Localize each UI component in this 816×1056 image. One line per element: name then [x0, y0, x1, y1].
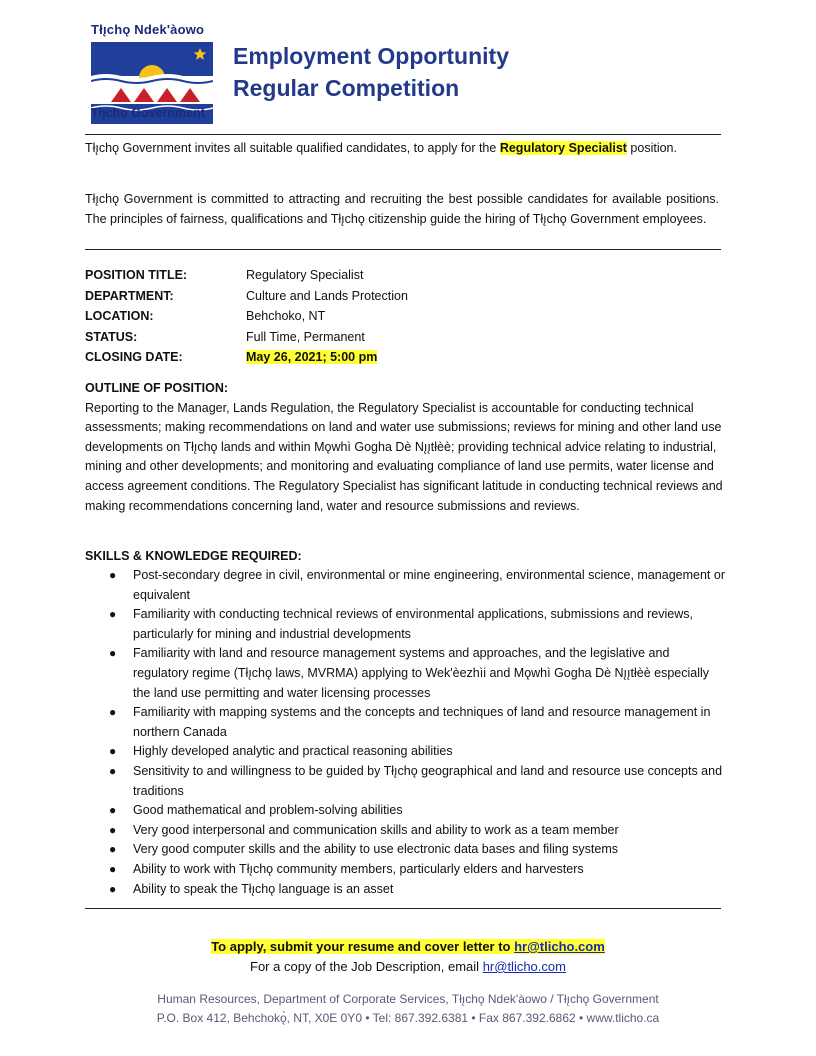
list-item: ● Familiarity with land and resource management systems and approaches, and the legislative and regulatory regime (Tłı̨chǫ laws, MVRMA) applying to Wek'èezhìi and Mǫwhì Gogha Dè Nı̨ı̨tłèè especially the land use permitting and water licensing processes	[109, 646, 710, 700]
list-item: ● Sensitivity to and willingness to be guided by Tłı̨chǫ geographical and land and resource use concepts and traditions	[109, 763, 723, 798]
page-title	[233, 40, 509, 104]
intro-p1-highlight: Regulatory Specialist	[499, 141, 627, 155]
logo-top-text: Tłı̨chǫ Ndek'àowo	[91, 22, 205, 37]
outline-title: OUTLINE OF POSITION:	[85, 381, 229, 395]
skills-list	[85, 566, 725, 899]
title-line-2: Regular Competition	[233, 75, 460, 101]
list-item: ● Ability to work with Tłı̨chǫ community members, particularly elders and harvesters	[85, 860, 725, 880]
divider-bottom	[85, 908, 721, 909]
list-item: ● Very good computer skills and the ability to use electronic data bases and filing systems	[85, 840, 725, 860]
outline-section	[85, 379, 725, 516]
outline-text: Reporting to the Manager, Lands Regulation, the Regulatory Specialist is accountable for conducting technical assessments; making recommendations on land and water use submissions; reviews for mining and other land use developments on Tłı̨chǫ lands and within Mǫwhì Gogha Dè Nı̨ı̨tłèè; providing technical advice relating to industrial, mining and other developments; and monitoring and evaluating compliance of land use permits, water license and access agreement conditions. The Regulatory Specialist has significant latitude in conducting technical reviews and making recommendations concerning land, water and resource submissions and reviews.	[85, 400, 723, 513]
bullet-icon: ●	[109, 763, 117, 778]
list-item: ● Good mathematical and problem-solving abilities	[85, 801, 725, 821]
field-label: POSITION TITLE:	[85, 268, 188, 282]
field-label: DEPARTMENT:	[85, 288, 174, 303]
apply-email-link[interactable]: hr@tlicho.com	[514, 939, 605, 954]
closing-date-value: May 26, 2021; 5:00 pm	[246, 350, 378, 364]
page-footer	[0, 990, 816, 1028]
bullet-icon: ●	[109, 607, 117, 622]
page-header	[85, 22, 725, 122]
bullet-icon: ●	[109, 803, 117, 818]
bullet-icon: ●	[109, 646, 117, 661]
list-item: ● Post-secondary degree in civil, environmental or mine engineering, environmental science, management or equivalent	[109, 568, 725, 602]
skills-title: SKILLS & KNOWLEDGE REQUIRED:	[85, 549, 302, 563]
divider-top	[85, 134, 721, 135]
field-closing-date	[85, 347, 719, 368]
intro-p1-after: position.	[626, 141, 677, 155]
intro-paragraph-2: Tłı̨chǫ Government is committed to attracting and recruiting the best possible candidates for available positions. The principles of fairness, qualifications and Tłı̨chǫ citizenship guide the hiring of Tłı̨chǫ Government employees.	[85, 192, 719, 226]
field-position-title	[85, 265, 719, 286]
field-value: Regulatory Specialist	[246, 268, 364, 282]
apply-section	[0, 937, 816, 977]
field-label: LOCATION:	[85, 309, 154, 323]
list-item: ● Ability to speak the Tłı̨chǫ language is an asset	[85, 880, 725, 900]
divider-intro	[85, 249, 721, 250]
apply-line-1: To apply, submit your resume and cover letter to hr@tlicho.com	[211, 939, 605, 954]
field-label: CLOSING DATE:	[85, 350, 183, 364]
bullet-icon: ●	[109, 842, 117, 857]
field-value: Full Time, Permanent	[246, 329, 365, 344]
footer-line-1: Human Resources, Department of Corporate Services, Tłı̨chǫ Ndek'àowo / Tłı̨chǫ Government	[157, 992, 659, 1006]
job-description-email-link[interactable]: hr@tlicho.com	[482, 959, 566, 974]
position-details	[85, 265, 719, 368]
list-item: ● Familiarity with mapping systems and the concepts and techniques of land and resource management in northern Canada	[109, 705, 711, 739]
bullet-icon: ●	[109, 822, 117, 837]
apply-line-2: For a copy of the Job Description, email hr@tlicho.com	[250, 959, 566, 974]
footer-line-2: P.O. Box 412, Behchokǫ̀, NT, X0E 0Y0 • Tel: 867.392.6381 • Fax 867.392.6862 • www.tlicho.ca	[156, 1011, 660, 1025]
field-location	[85, 306, 719, 327]
intro-p1-before: Tłı̨chǫ Government invites all suitable qualified candidates, to apply for the	[85, 141, 500, 155]
list-item: ● Highly developed analytic and practical reasoning abilities	[85, 742, 725, 762]
title-line-1: Employment Opportunity	[233, 43, 509, 69]
list-item: ● Familiarity with conducting technical reviews of environmental applications, submissions and reviews, particularly for mining and industrial developments	[109, 607, 693, 641]
field-value: Culture and Lands Protection	[246, 288, 408, 303]
bullet-icon: ●	[109, 881, 117, 896]
bullet-icon: ●	[109, 568, 117, 582]
bullet-icon: ●	[109, 744, 117, 759]
intro-paragraph-1	[85, 139, 719, 159]
logo-bottom-text: Tłı̨chǫ Government	[91, 106, 205, 120]
bullet-icon: ●	[109, 705, 117, 720]
field-label: STATUS:	[85, 329, 138, 344]
field-value: Behchoko, NT	[246, 309, 326, 323]
field-status	[85, 327, 719, 348]
field-department	[85, 286, 719, 307]
bullet-icon: ●	[109, 861, 117, 876]
list-item: ● Very good interpersonal and communication skills and ability to work as a team member	[85, 821, 725, 841]
